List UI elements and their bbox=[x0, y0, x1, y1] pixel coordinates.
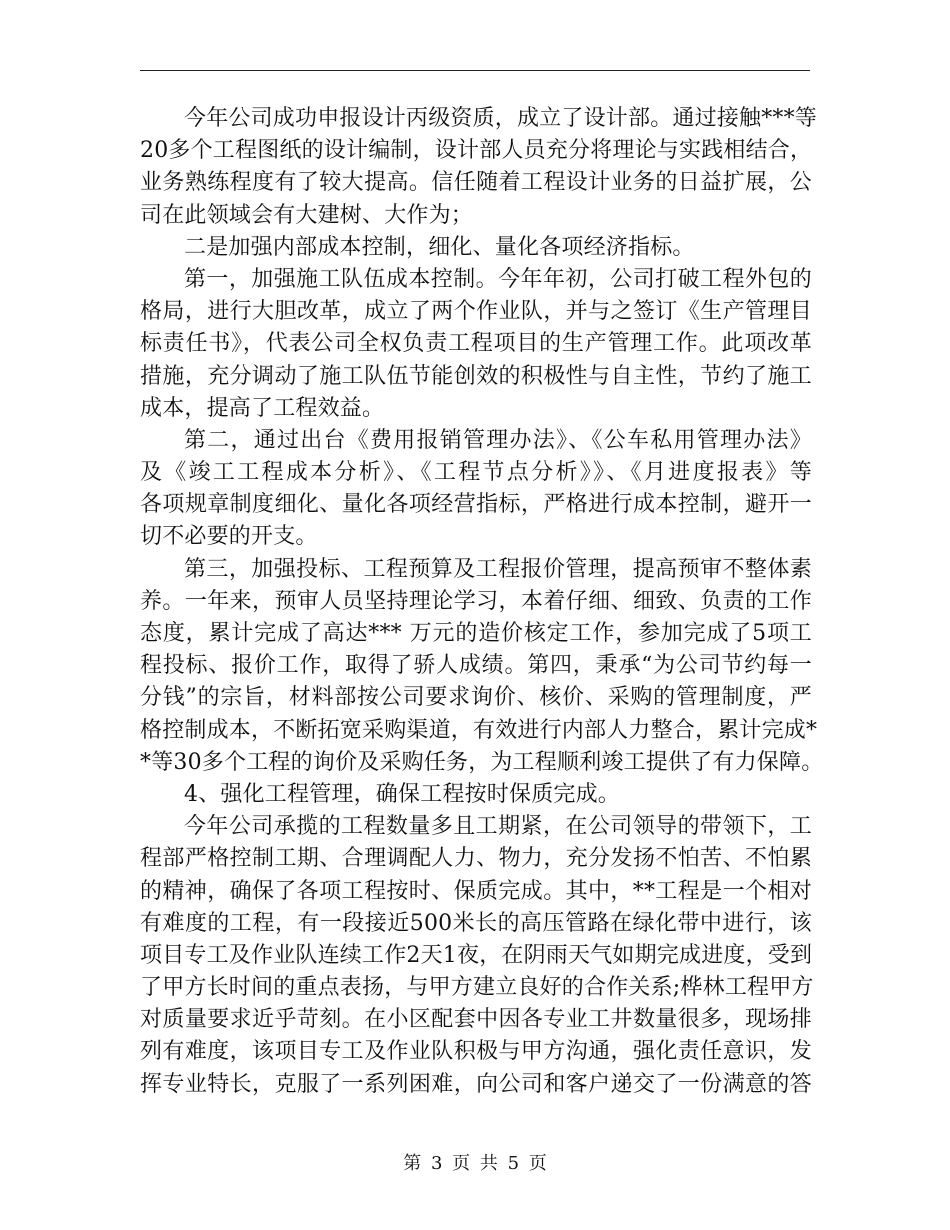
text-line: 第三，加强投标、工程预算及工程报价管理，提高预审不整体素 bbox=[184, 556, 812, 582]
text-line: 的精神，确保了各项工程按时、保质完成。其中，**工程是一个相对 bbox=[140, 878, 812, 904]
text-line: 有难度的工程，有一段接近500米长的高压管路在绿化带中进行，该 bbox=[140, 910, 812, 936]
text-line: *等30多个工程的询价及采购任务，为工程顺利竣工提供了有力保障。 bbox=[140, 749, 824, 775]
text-line: 分钱”的宗旨，材料部按公司要求询价、核价、采购的管理制度，严 bbox=[140, 685, 812, 711]
text-line: 及《竣工工程成本分析》、《工程节点分析》》、《月进度报表》等 bbox=[140, 460, 812, 486]
text-line: 今年公司承揽的工程数量多且工期紧，在公司领导的带领下，工 bbox=[184, 814, 812, 840]
section-heading: 4、强化工程管理，确保工程按时保质完成。 bbox=[184, 781, 620, 807]
text-line: 司在此领域会有大建树、大作为； bbox=[140, 202, 474, 228]
text-line: 成本，提高了工程效益。 bbox=[140, 395, 385, 421]
header-rule bbox=[140, 70, 810, 71]
text-line: 二是加强内部成本控制，细化、量化各项经济指标。 bbox=[184, 234, 695, 260]
text-line: 项目专工及作业队连续工作2天1夜，在阴雨天气如期完成进度，受到 bbox=[140, 942, 813, 968]
text-line: 挥专业特长，克服了一系列困难，向公司和客户递交了一份满意的答 bbox=[140, 1071, 812, 1097]
text-line: 格局，进行大胆改革，成立了两个作业队，并与之签订《生产管理目 bbox=[140, 299, 812, 325]
text-line: 养。一年来，预审人员坚持理论学习，本着仔细、细致、负责的工作 bbox=[140, 588, 812, 614]
text-line: 今年公司成功申报设计丙级资质，成立了设计部。通过接触***等 bbox=[184, 106, 818, 131]
body-text bbox=[140, 103, 824, 1101]
text-line: 各项规章制度细化、量化各项经营指标，严格进行成本控制，避开一 bbox=[140, 492, 812, 518]
text-line: 第二，通过出台《费用报销管理办法》、《公车私用管理办法》 bbox=[184, 427, 812, 453]
text-line: 了甲方长时间的重点表扬，与甲方建立良好的合作关系;桦林工程甲方 bbox=[140, 975, 814, 1001]
text-line: 业务熟练程度有了较大提高。信任随着工程设计业务的日益扩展，公 bbox=[140, 170, 812, 196]
text-line: 第一，加强施工队伍成本控制。今年年初，公司打破工程外包的 bbox=[184, 266, 812, 292]
text-line: 切不必要的开支。 bbox=[140, 524, 318, 550]
text-line: 格控制成本，不断拓宽采购渠道，有效进行内部人力整合，累计完成* bbox=[140, 717, 818, 743]
page-number: 第 3 页 共 5 页 bbox=[403, 1153, 547, 1174]
text-line: 程部严格控制工期、合理调配人力、物力，充分发扬不怕苦、不怕累 bbox=[140, 846, 812, 872]
text-line: 列有难度，该项目专工及作业队积极与甲方沟通，强化责任意识，发 bbox=[140, 1039, 812, 1065]
text-line: 程投标、报价工作，取得了骄人成绩。第四，秉承“为公司节约每一 bbox=[140, 653, 812, 679]
text-line: 20多个工程图纸的设计编制，设计部人员充分将理论与实践相结合， bbox=[140, 138, 813, 164]
text-line: 措施，充分调动了施工队伍节能创效的积极性与自主性，节约了施工 bbox=[140, 363, 812, 389]
text-line: 态度，累计完成了高达*** 万元的造价核定工作，参加完成了5项工 bbox=[140, 621, 812, 646]
text-line: 对质量要求近乎苛刻。在小区配套中因各专业工井数量很多，现场排 bbox=[140, 1007, 812, 1033]
text-line: 标责任书》，代表公司全权负责工程项目的生产管理工作。此项改革 bbox=[140, 331, 812, 357]
